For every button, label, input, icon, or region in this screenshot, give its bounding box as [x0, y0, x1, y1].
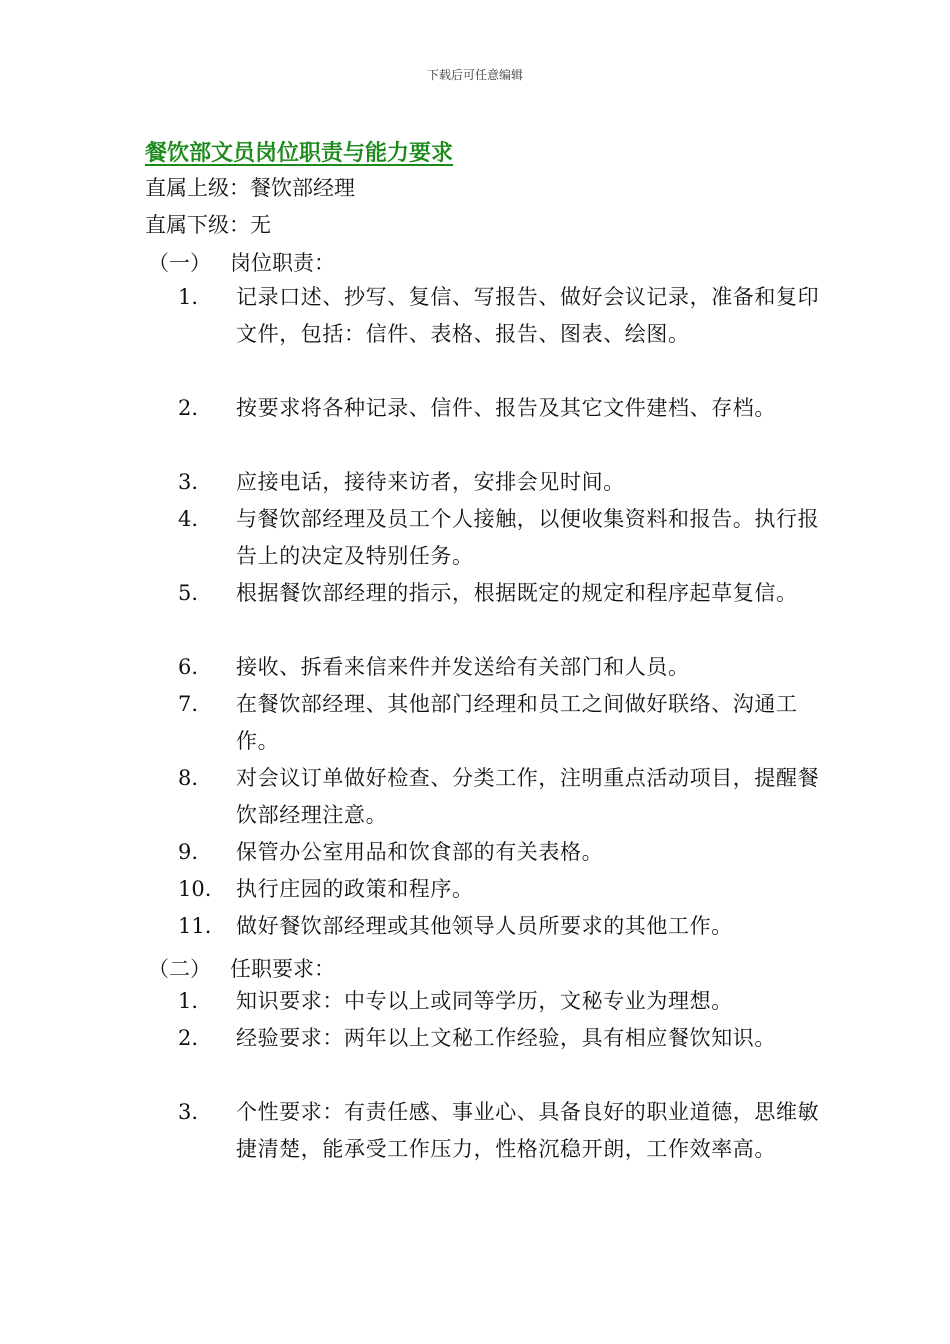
- item-text: 知识要求：中专以上或同等学历，文秘专业为理想。: [236, 989, 733, 1013]
- item-text: 经验要求：两年以上文秘工作经验，具有相应餐饮知识。: [236, 1026, 776, 1050]
- section-requirements-heading: [148, 953, 335, 983]
- item-number: 7.: [178, 692, 199, 716]
- item-number: 3.: [178, 470, 199, 494]
- section-label: 任职要求：: [230, 957, 335, 981]
- item-text: 对会议订单做好检查、分类工作，注明重点活动项目，提醒餐饮部经理注意。: [236, 766, 820, 827]
- item-number: 6.: [178, 655, 199, 679]
- item-number: 10.: [178, 877, 212, 901]
- item-text: 做好餐饮部经理或其他领导人员所要求的其他工作。: [236, 914, 733, 938]
- item-text: 个性要求：有责任感、事业心、具备良好的职业道德，思维敏捷清楚，能承受工作压力，性格沉稳开朗，工作效率高。: [236, 1100, 820, 1161]
- item-text: 与餐饮部经理及员工个人接触，以便收集资料和报告。执行报告上的决定及特别任务。: [236, 507, 820, 568]
- section-duties-heading: [148, 247, 335, 277]
- page-header: 下载后可任意编辑: [426, 68, 523, 82]
- item-number: 4.: [178, 507, 199, 531]
- item-number: 1.: [178, 285, 199, 309]
- item-number: 5.: [178, 581, 199, 605]
- item-number: 2.: [178, 1026, 199, 1050]
- section-label: 岗位职责：: [230, 251, 335, 275]
- item-text: 执行庄园的政策和程序。: [236, 877, 474, 901]
- item-number: 8.: [178, 766, 199, 790]
- section-number: （一）: [148, 251, 211, 275]
- item-number: 2.: [178, 396, 199, 420]
- item-text: 保管办公室用品和饮食部的有关表格。: [236, 840, 604, 864]
- section-number: （二）: [148, 957, 211, 981]
- item-text: 根据餐饮部经理的指示，根据既定的规定和程序起草复信。: [236, 581, 798, 605]
- item-number: 11.: [178, 914, 212, 938]
- item-text: 应接电话，接待来访者，安排会见时间。: [236, 470, 625, 494]
- item-text: 按要求将各种记录、信件、报告及其它文件建档、存档。: [236, 396, 776, 420]
- item-text: 记录口述、抄写、复信、写报告、做好会议记录，准备和复印文件，包括：信件、表格、报告、图表、绘图。: [236, 285, 820, 346]
- item-text: 接收、拆看来信来件并发送给有关部门和人员。: [236, 655, 690, 679]
- item-number: 9.: [178, 840, 199, 864]
- item-number: 1.: [178, 989, 199, 1013]
- item-number: 3.: [178, 1100, 199, 1124]
- direct-superior: 直属上级：餐饮部经理: [145, 176, 355, 200]
- direct-subordinate: 直属下级：无: [145, 213, 271, 237]
- item-text: 在餐饮部经理、其他部门经理和员工之间做好联络、沟通工作。: [236, 692, 798, 753]
- document-title: 餐饮部文员岗位职责与能力要求: [145, 141, 454, 166]
